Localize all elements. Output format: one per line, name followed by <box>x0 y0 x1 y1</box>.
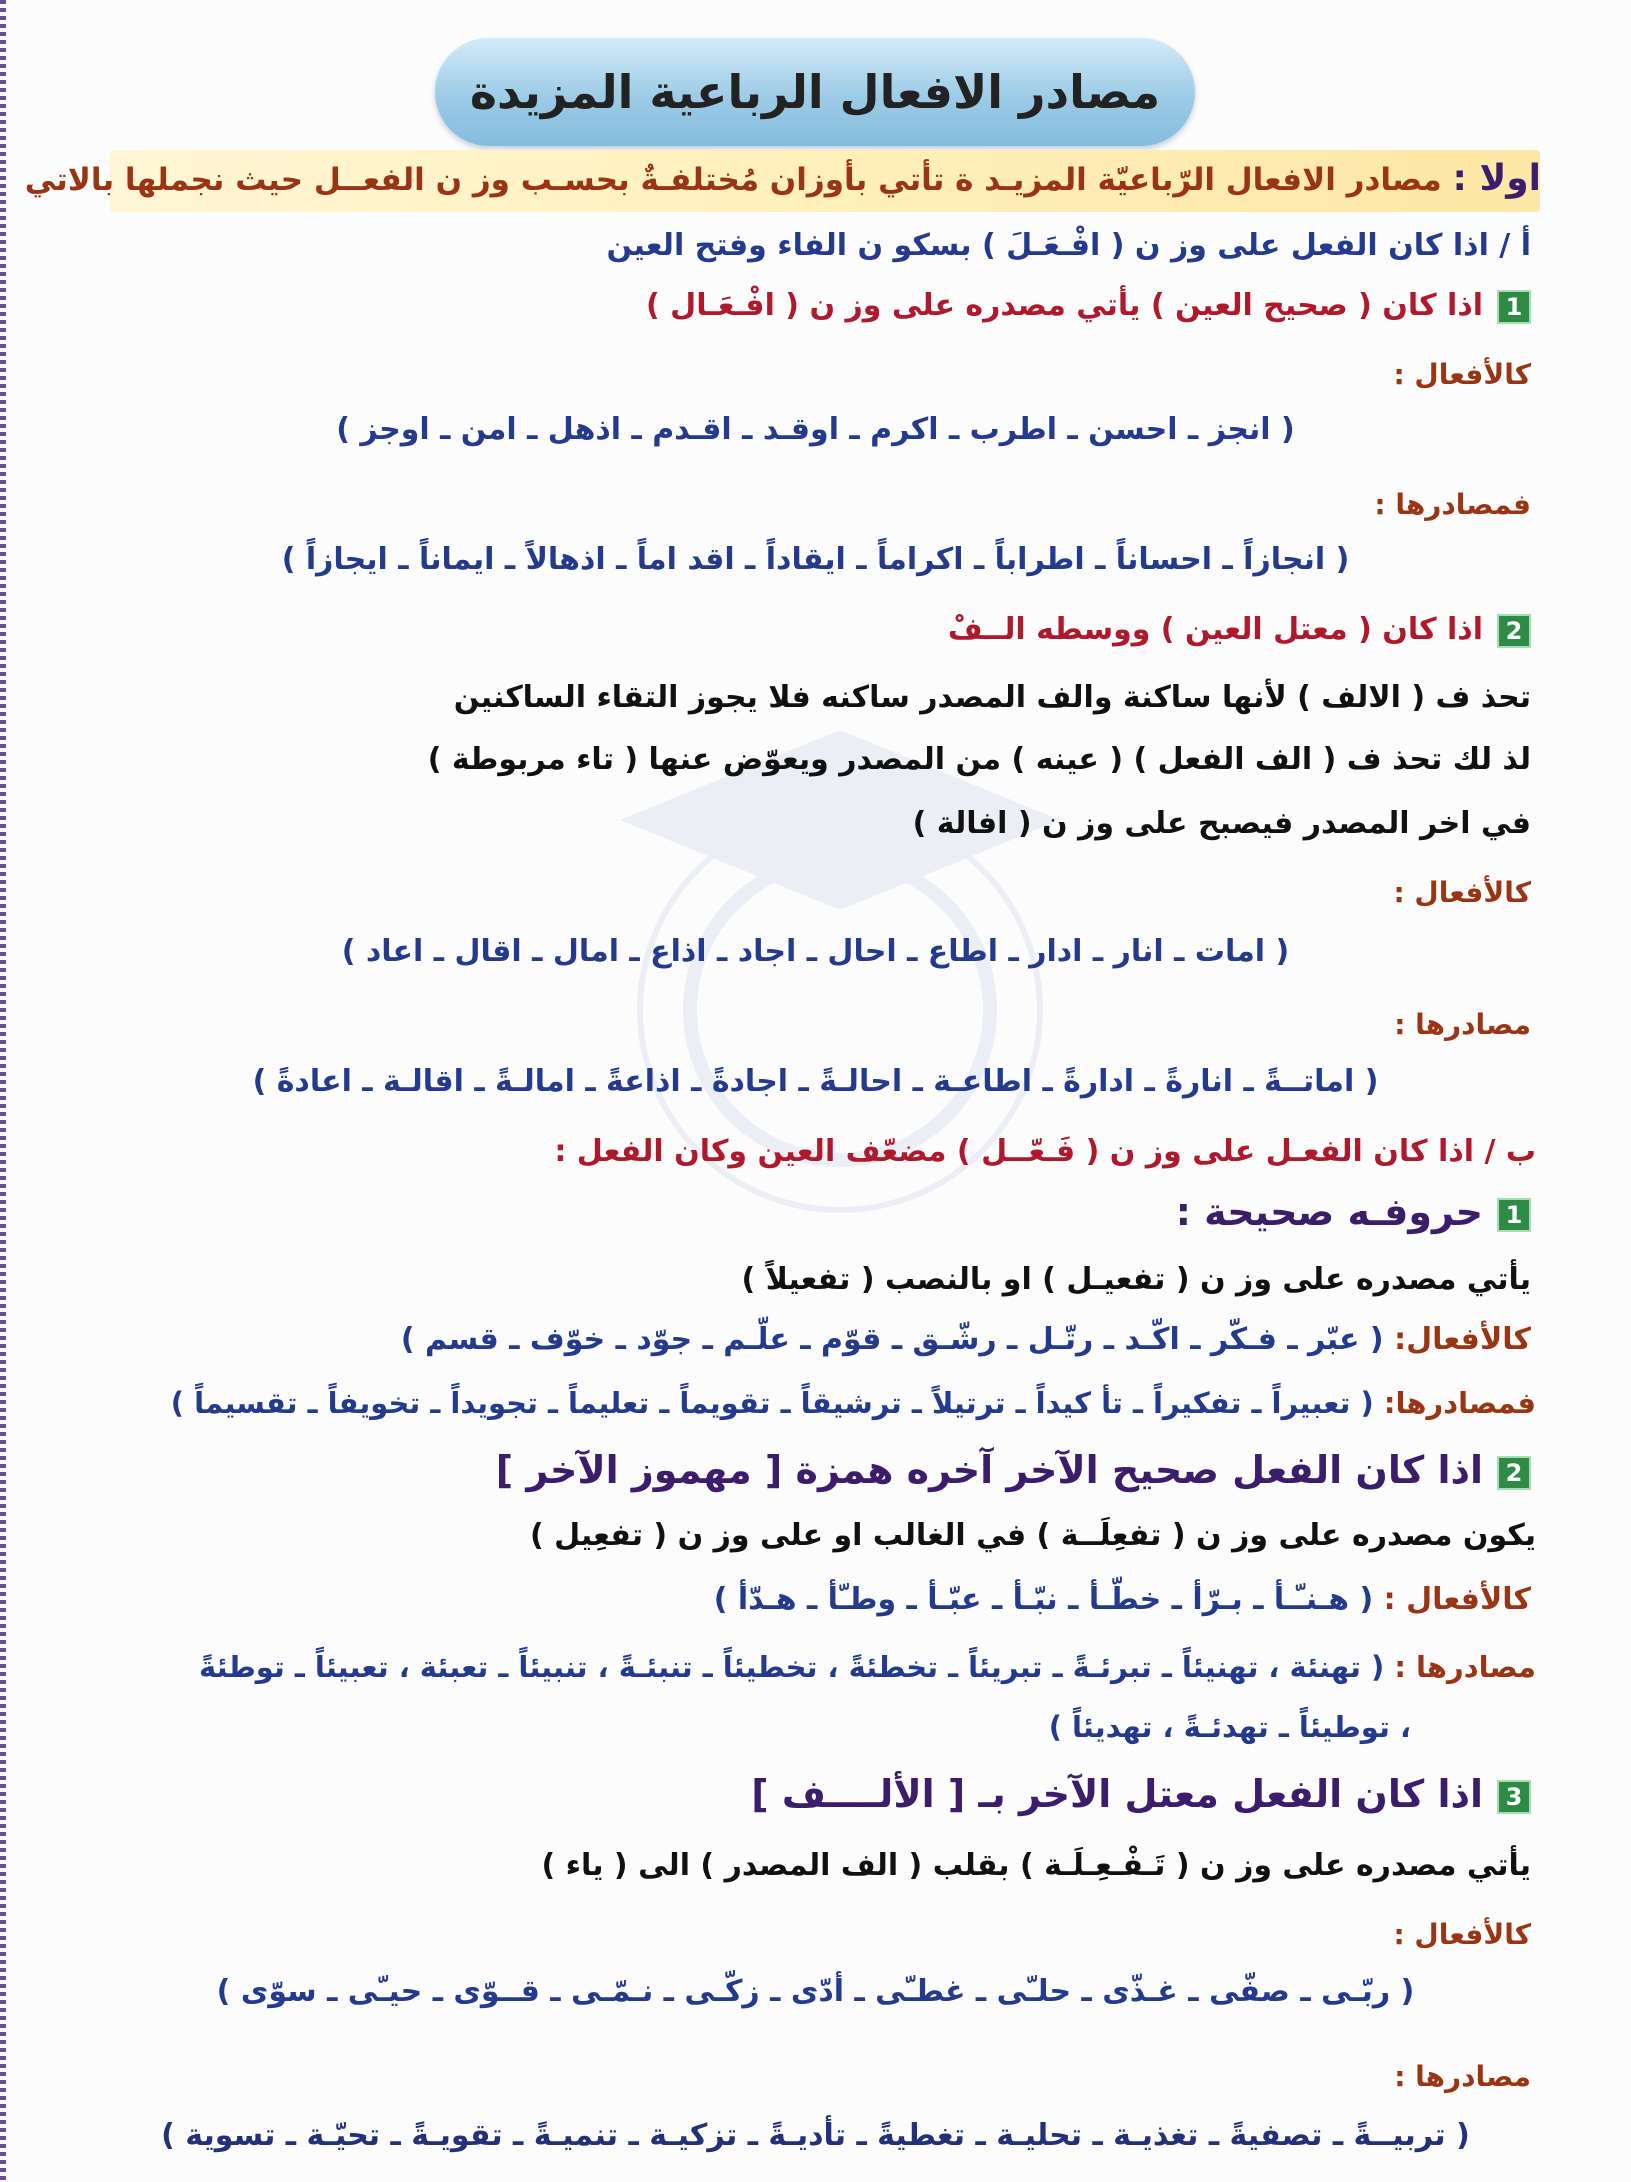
masadir-list: ( تعبيراً ـ تفكيراً ـ تأ كيداً ـ ترتيلاً ـ ترشيقاً ـ تقويماً ـ تعليماً ـ تجويداً ـ تخويفاً ـ تقسيماً ) <box>170 1386 1374 1420</box>
intro-line <box>25 158 1541 199</box>
verbs-label: كالأفعال : <box>1393 1918 1531 1951</box>
section-b-case3-heading: اذا كان الفعل معتل الآخر بـ [ الألــــف ] <box>751 1772 1483 1816</box>
page-title: مصادر الافعال الرباعية المزيدة <box>469 65 1161 119</box>
verbs-list: ( هـنـّـأ ـ بـرّأ ـ خطّـأ ـ نبّـأ ـ عبّـأ ـ وطـّأ ـ هـدّأ ) <box>713 1582 1374 1617</box>
masadir-label: مصادرها : <box>1394 1008 1531 1041</box>
section-b-case3-heading-row <box>751 1772 1531 1816</box>
masadir-label: فمصادرها : <box>1374 488 1531 521</box>
explanation-line-3: في اخر المصدر فيصبح على وز ن ( افالة ) <box>912 806 1531 841</box>
masadir-list: ( انجازاً ـ احساناً ـ اطراباً ـ اكراماً ـ ايقاداً ـ اقد اماً ـ اذهالاً ـ ايماناً ـ ايجازاً ) <box>281 542 1350 577</box>
section-a-heading: أ / اذا كان الفعل على وز ن ( افْـعَـلَ ) بسكو ن الفاء وفتح العين <box>606 228 1531 263</box>
verbs-list: ( ربّـى ـ صفّى ـ غـذّى ـ حلـّى ـ غطـّى ـ أدّى ـ زكّـى ـ نـمّـى ـ قــوّى ـ حيـّى ـ سوّى ) <box>216 1974 1415 2009</box>
section-b-case2-heading: اذا كان الفعل صحيح الآخر آخره همزة [ مهموز الآخر ] <box>495 1448 1483 1492</box>
verbs-list: ( انجز ـ احسن ـ اطرب ـ اكرم ـ اوقـد ـ اقـدم ـ اذهل ـ امن ـ اوجز ) <box>336 412 1295 447</box>
masadir-row <box>171 1386 1536 1420</box>
rule-line: يأتي مصدره على وز ن ( تَـفْـعِـلَـة ) بقلب ( الف المصدر ) الى ( ياء ) <box>541 1848 1531 1883</box>
case-number-badge: 1 <box>1497 290 1531 324</box>
verbs-list: ( عبّر ـ فـكّر ـ اكّـد ـ رتّـل ـ رشّـق ـ قوّم ـ علّـم ـ جوّد ـ خوّف ـ قسم ) <box>400 1322 1384 1357</box>
section-a-case1-heading: اذا كان ( صحيح العين ) يأتي مصدره على وز ن ( افْـعَـال ) <box>646 288 1483 323</box>
case-number-badge: 2 <box>1497 1456 1531 1490</box>
verbs-row <box>401 1322 1531 1357</box>
section-a-case1-heading-row <box>646 288 1531 324</box>
intro-label: اولا : <box>1452 158 1541 199</box>
section-b-heading: ب / اذا كان الفعـل على وز ن ( فَـعّــل ) مضعّف العين وكان الفعل : <box>554 1134 1536 1169</box>
section-a-case2-heading: اذا كان ( معتل العين ) ووسطه الــفْ <box>947 612 1483 647</box>
section-a-case2-heading-row <box>948 612 1531 648</box>
explanation-line-2: لذ لك تحذ ف ( الف الفعل ) ( عينه ) من المصدر ويعوّض عنها ( تاء مربوطة ) <box>427 742 1531 777</box>
section-b-case1-heading-row <box>1176 1190 1531 1234</box>
case-number-badge: 2 <box>1497 614 1531 648</box>
case-number-badge: 3 <box>1497 1780 1531 1814</box>
verbs-label: كالأفعال : <box>1383 1582 1531 1617</box>
verbs-row <box>714 1582 1531 1617</box>
intro-text: مصادر الافعال الرّباعيّة المزيـد ة تأتي بأوزان مُختلفـةٌ بحسـب وز ن الفعــل حيث نجملها بالاتي <box>24 162 1442 198</box>
verbs-list: ( امات ـ انار ـ ادار ـ اطاع ـ احال ـ اجاد ـ اذاع ـ امال ـ اقال ـ اعاد ) <box>341 934 1290 969</box>
page-title-banner <box>435 38 1195 146</box>
case-number-badge: 1 <box>1497 1198 1531 1232</box>
section-b-case2-heading-row <box>496 1448 1531 1492</box>
verbs-label: كالأفعال : <box>1393 876 1531 909</box>
masadir-label: فمصادرها: <box>1383 1386 1536 1420</box>
masadir-label: مصادرها : <box>1394 1650 1536 1684</box>
verbs-label: كالأفعال : <box>1393 358 1531 391</box>
rule-line: يأتي مصدره على وز ن ( تفعيـل ) او بالنصب ( تفعيلاً ) <box>741 1262 1531 1297</box>
masadir-label: مصادرها : <box>1394 2060 1531 2093</box>
masadir-list-1: ( تهنئة ، تهنيئاً ـ تبرئـةً ـ تبريئاً ـ تخطئةً ، تخطيئاً ـ تنبئـةً ، تنبيئاً ـ تعبئة ، تعبيئاً ـ توطئةً <box>199 1650 1385 1684</box>
masadir-list: ( اماتــةً ـ انارةً ـ ادارةً ـ اطاعـة ـ احالـةً ـ اجادةً ـ اذاعةً ـ امالـةً ـ اقالـة ـ اعادةً ) <box>252 1064 1379 1099</box>
section-b-case1-heading: حروفـه صحيحة : <box>1175 1190 1483 1234</box>
masadir-list-2: ، توطيئاً ـ تهدئـةً ، تهديئاً ) <box>1048 1710 1411 1744</box>
rule-line: يكون مصدره على وز ن ( تفعِلَــة ) في الغالب او على وز ن ( تفعِيل ) <box>530 1518 1536 1553</box>
masadir-row <box>199 1650 1536 1684</box>
explanation-line-1: تحذ ف ( الالف ) لأنها ساكنة والف المصدر ساكنه فلا يجوز التقاء الساكنين <box>453 680 1531 715</box>
verbs-label: كالأفعال: <box>1394 1322 1531 1357</box>
masadir-list: ( تربيــةً ـ تصفيةً ـ تغذيـة ـ تحليـة ـ تغطيةً ـ تأديـةً ـ تزكيـة ـ تنميـةً ـ تقويـةً ـ تحيّـة ـ تسوية ) <box>161 2118 1470 2153</box>
